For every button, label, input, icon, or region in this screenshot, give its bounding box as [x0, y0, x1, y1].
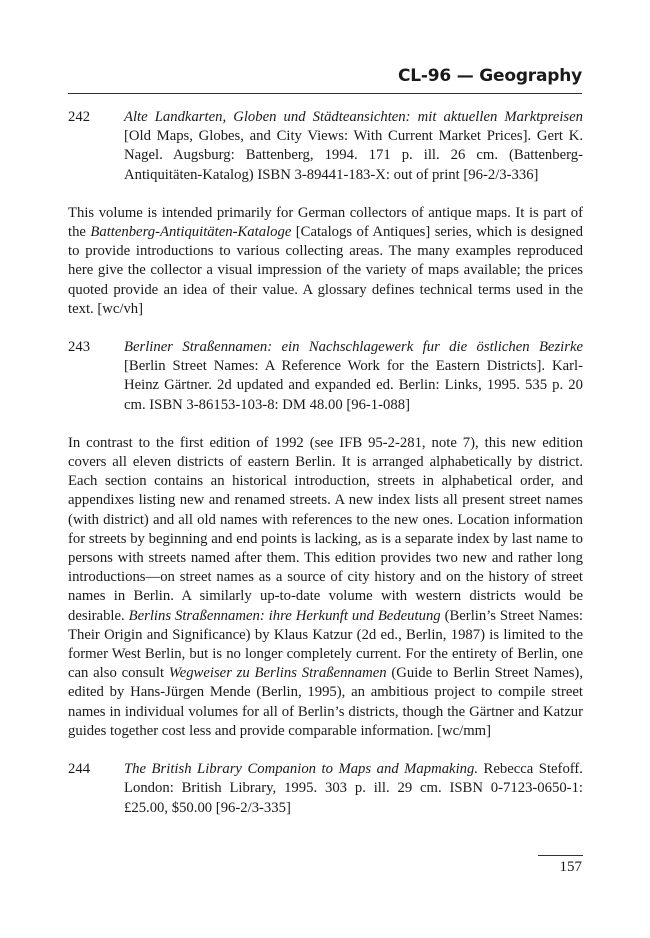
entry-title: Berliner Straßennamen: ein Nachschlagewerk fur die östlichen Bezirke — [124, 339, 583, 356]
entry-243-annotation — [68, 434, 583, 741]
page-number: 157 — [559, 859, 582, 875]
entry-citation-details: [Old Maps, Globes, and City Views: With Current Market Prices]. Gert K. Nagel. Augsburg: Battenberg, 1994. 171 p. ill. 26 cm. (Battenberg-Antiquitäten-Katalog) ISBN 3-89441-183-X: out of print [96-2/3-336] — [124, 128, 583, 183]
entry-number: 244 — [68, 761, 91, 778]
entry-242-annotation — [68, 204, 583, 319]
annotation-text: [Catalogs of Antiques] series, which is designed to provide introductions to various collecting areas. The many examples reproduced here give the collector a visual impression of the variety of maps available; the prices quoted provide an idea of their value. A glossary defines technical terms used in the text. [wc/vh] — [68, 224, 583, 317]
entry-citation — [124, 338, 583, 415]
annotation-text: (Guide to Berlin Street Names), edited by Hans-Jürgen Mende (Berlin, 1995), an ambitious project to compile street names in individual volumes for all of Berlin’s districts, though the Gärtner and Katzur guides together cost less and provide comparable information. [wc/mm] — [68, 665, 583, 739]
entry-title: The British Library Companion to Maps and Mapmaking. — [124, 761, 479, 778]
entry-244 — [68, 760, 583, 818]
entry-citation-details: Rebecca Stefoff. London: British Library, 1995. 303 p. ill. 29 cm. ISBN 0-7123-0650-1: £25.00, $50.00 [96-2/3-335] — [124, 761, 583, 816]
entry-citation — [124, 760, 583, 818]
annotation-italic-title: Berlins Straßennamen: ihre Herkunft und Bedeutung — [128, 607, 441, 624]
entry-number: 242 — [68, 109, 91, 125]
entry-number: 243 — [68, 339, 91, 356]
footer-rule — [538, 855, 583, 856]
entry-title: Alte Landkarten, Globen und Städteansichten: mit aktuellen Marktpreisen — [124, 109, 583, 125]
annotation-text: This volume is intended primarily for German collectors of antique maps. It is part of the — [68, 204, 583, 241]
page-content — [68, 108, 583, 837]
entry-citation-details: [Berlin Street Names: A Reference Work for the Eastern Districts]. Karl-Heinz Gärtner. 2d updated and expanded ed. Berlin: Links, 1995. 535 p. 20 cm. ISBN 3-86153-103-8: DM 48.00 [96-1-088] — [124, 358, 583, 413]
annotation-text: In contrast to the first edition of 1992 (see IFB 95-2-281, note 7), this new edition covers all eleven districts of eastern Berlin. It is arranged alphabetically by district. Each section contains an historical introduction, streets in alphabetical order, and appendixes listing new and renamed streets. A new index lists all present street names (with district) and all old names with references to the new ones. Location information for streets by beginning and end points is lacking, as is a separate index by last name to persons with streets named after them. This edition provides two new and rather long introductions—on street names as a source of city history and on the history of street names in Berlin. A similarly up-to-date volume with western districts would be desirable. — [68, 434, 583, 624]
entry-citation — [124, 108, 583, 185]
annotation-italic-title: Wegweiser zu Berlins Straßennamen — [168, 665, 387, 682]
header-rule — [68, 93, 582, 94]
annotation-italic-title: Battenberg-Antiquitäten-Kataloge — [90, 224, 292, 241]
annotation-text: (Berlin’s Street Names: Their Origin and Significance) by Klaus Katzur (2d ed., Berlin, 1987) is limited to the former West Berlin, but is no longer completely current. For the entirety of Berlin, one can also consult — [68, 607, 583, 682]
entry-243 — [68, 338, 583, 415]
running-header: CL-96 — Geography — [398, 66, 582, 86]
entry-242 — [68, 108, 583, 185]
